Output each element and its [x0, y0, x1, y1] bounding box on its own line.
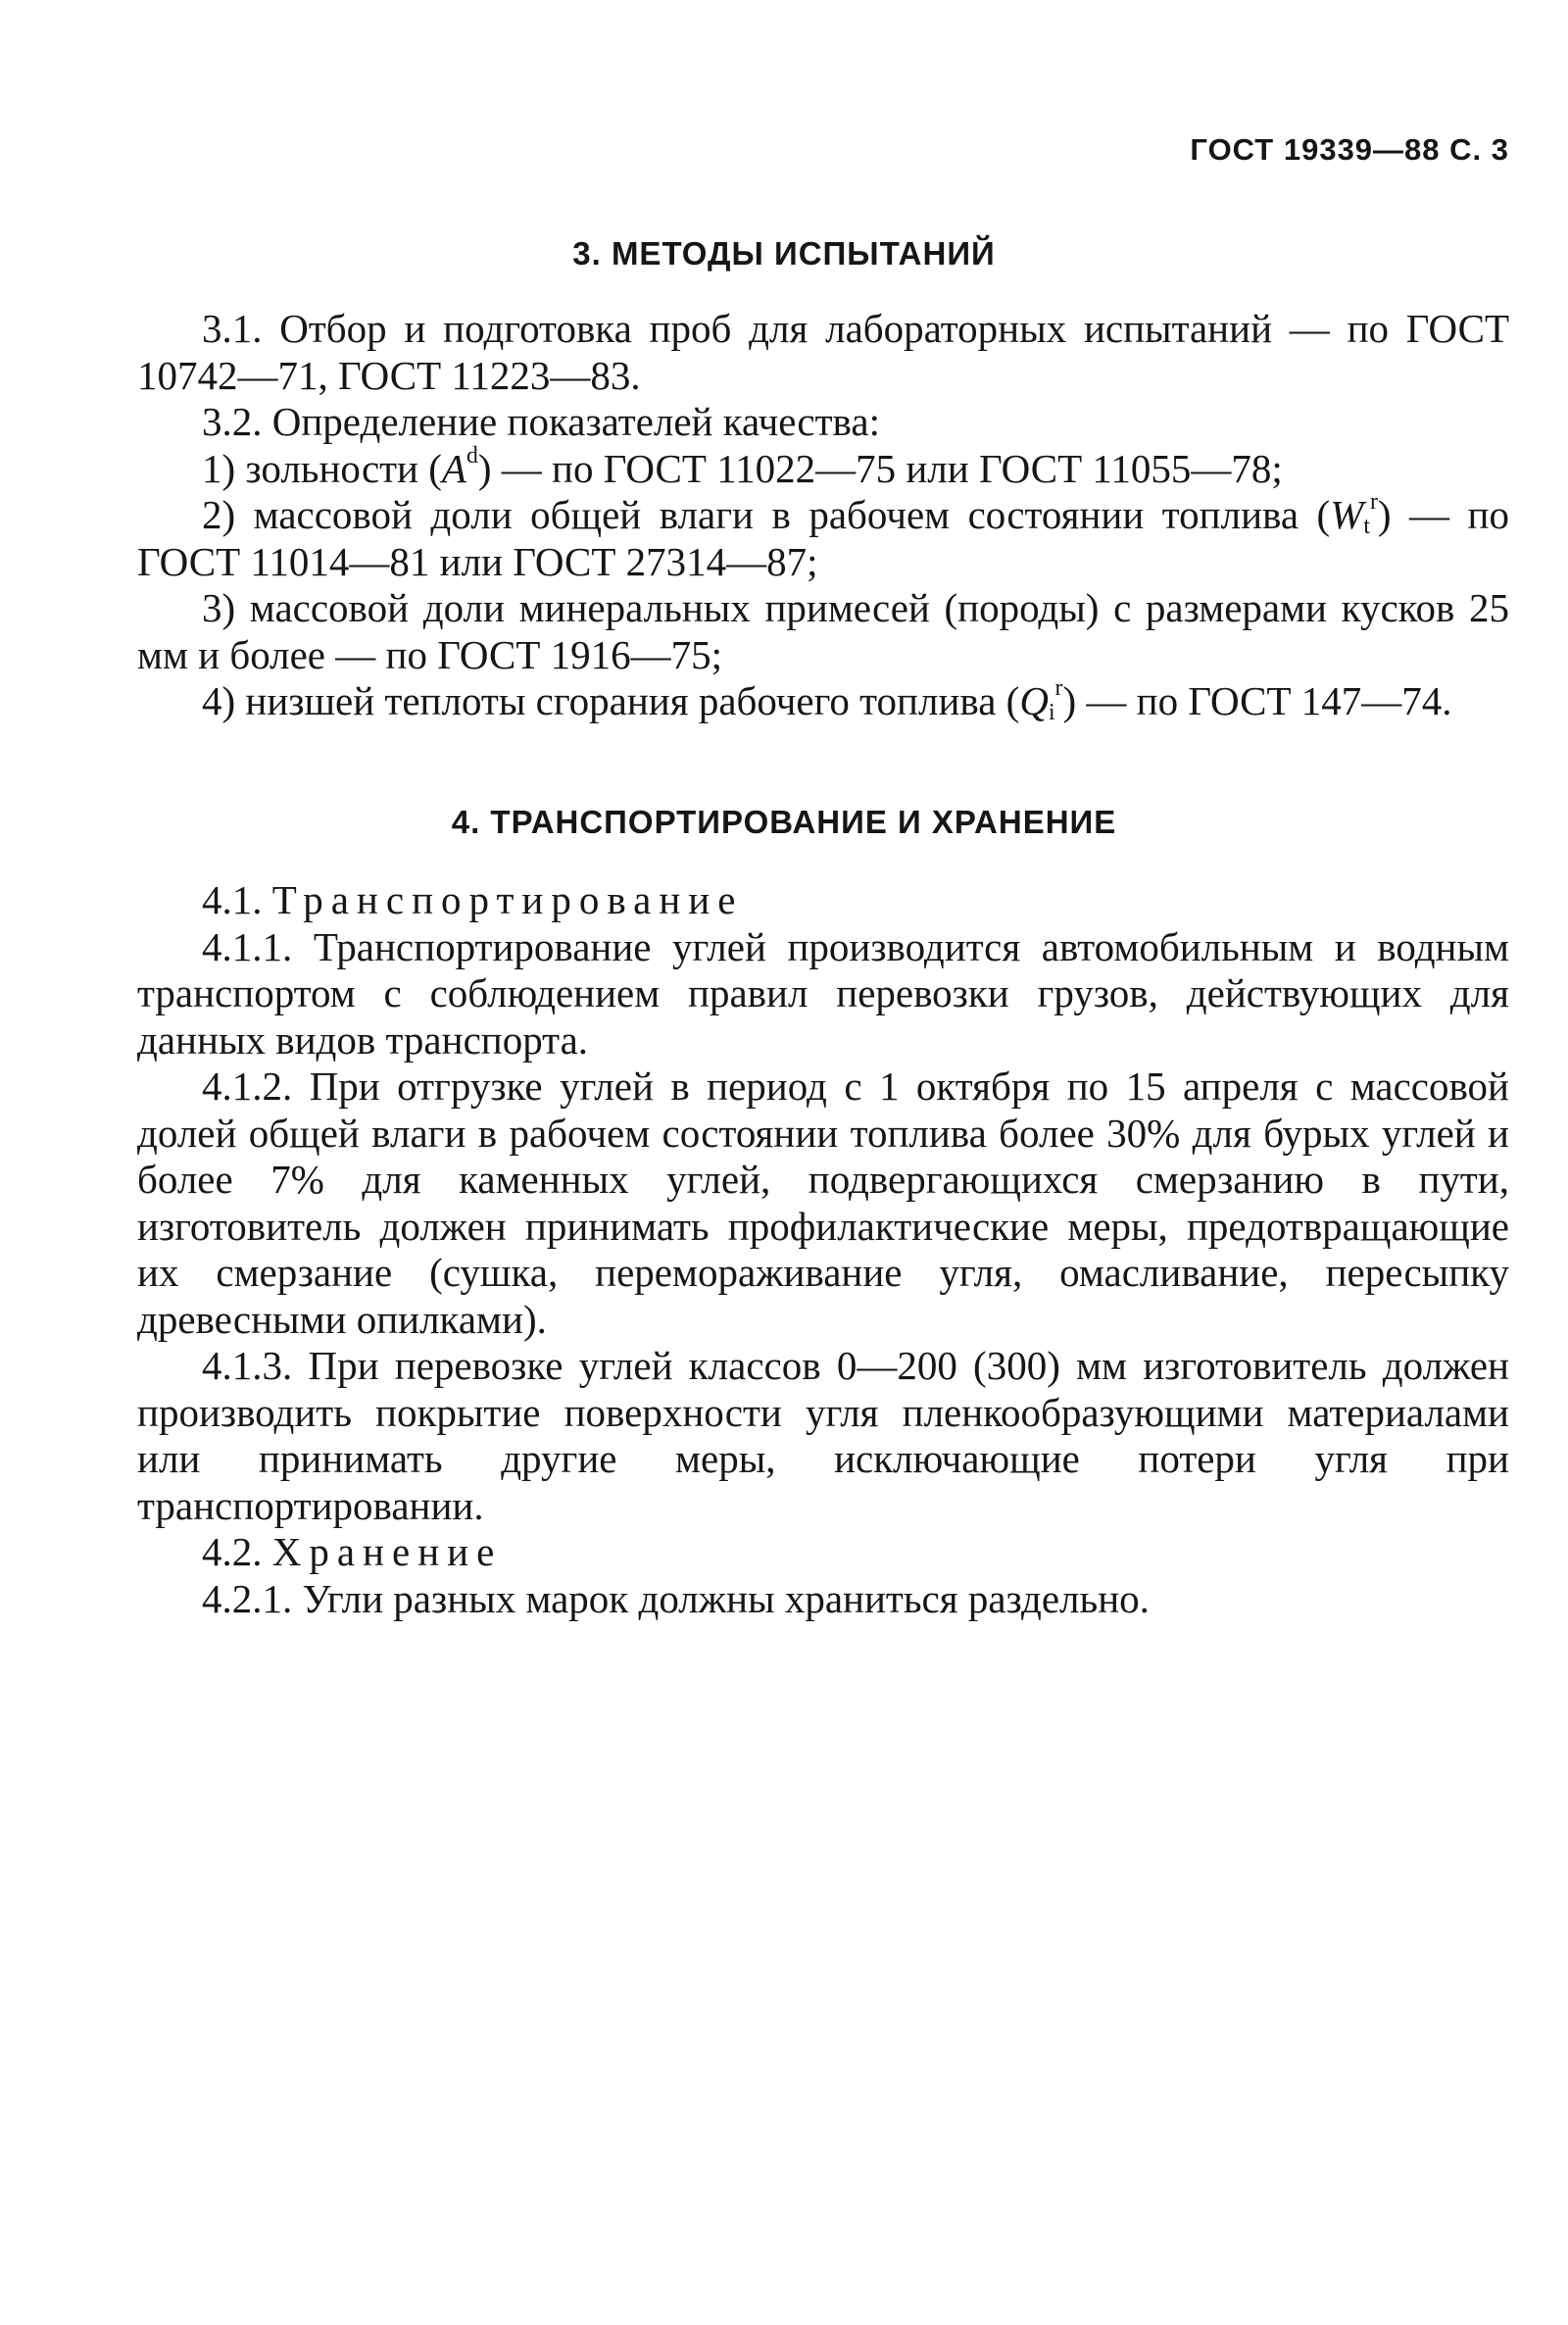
section-4-heading: 4. ТРАНСПОРТИРОВАНИЕ И ХРАНЕНИЕ	[451, 804, 1117, 840]
formula-superscript: r	[1054, 674, 1063, 701]
subsection-number: 4.2.	[202, 1529, 263, 1574]
section-4-body	[137, 877, 1509, 1622]
item-text: 1) зольности (	[202, 445, 442, 491]
subsection-4-2-heading	[137, 1529, 1509, 1576]
paragraph-4-1-1: 4.1.1. Транспортирование углей производится автомобильным и водным транспортом с соблюдением правил перевозки грузов, действующих для данных видов транспорта.	[137, 923, 1509, 1063]
item-text: 2) массовой доли общей влаги в рабочем состоянии топлива (	[202, 492, 1331, 537]
formula-superscript: d	[466, 442, 478, 469]
subsection-title: Хранение	[271, 1529, 503, 1574]
formula-subscript: t	[1363, 513, 1370, 539]
list-item-mineral-impurities: 3) массовой доли минеральных примесей (породы) с размерами кусков 25 мм и более — по ГОСТ 1916—75;	[137, 585, 1509, 677]
formula-subscript: i	[1048, 699, 1055, 725]
formula-symbol: Q	[1019, 678, 1049, 723]
item-text: 4) низшей теплоты сгорания рабочего топлива (	[202, 678, 1020, 723]
list-item-moisture	[137, 488, 1509, 585]
subsection-number: 4.1.	[202, 877, 263, 922]
formula-symbol: W	[1330, 492, 1364, 537]
paragraph-4-1-2: 4.1.2. При отгрузке углей в период с 1 октября по 15 апреля с массовой долей общей влаги в рабочем состоянии топлива более 30% для бурых углей и более 7% для каменных углей, подвергающихся смерзанию в пути, изготовитель должен принимать профилактические меры, предотвращающие их смерзание (сушка, перемораживание угля, омасливание, пересыпку древесными опилками).	[137, 1064, 1509, 1342]
subsection-title: Транспортирование	[271, 877, 744, 922]
item-text: ) — по ГОСТ 11022—75 или ГОСТ 11055—78;	[477, 445, 1283, 491]
formula-symbol: A	[441, 445, 466, 491]
paragraph-3-1: 3.1. Отбор и подготовка проб для лабораторных испытаний — по ГОСТ 10742—71, ГОСТ 11223—83.	[137, 306, 1509, 398]
paragraph-3-2: 3.2. Определение показателей качества:	[202, 399, 880, 444]
paragraph-4-2-1: 4.2.1. Угли разных марок должны храниться раздельно.	[202, 1575, 1150, 1621]
section-3-body	[137, 306, 1509, 725]
subsection-4-1-heading	[137, 877, 1509, 924]
item-text: ) — по ГОСТ 147—74.	[1062, 678, 1452, 723]
formula-superscript: r	[1369, 488, 1378, 515]
list-item-ash	[137, 442, 1509, 493]
section-3-heading: 3. МЕТОДЫ ИСПЫТАНИЙ	[572, 235, 996, 272]
list-item-calorific-value	[137, 674, 1509, 725]
item-text: ) — по ГОСТ 11014—81 или ГОСТ 27314—87;	[137, 492, 1509, 584]
paragraph-4-1-3: 4.1.3. При перевозке углей классов 0—200 (300) мм изготовитель должен производить покрытие поверхности угля пленкообразующими материалами или принимать другие меры, исключающие потери угля при транспортировании.	[137, 1343, 1509, 1528]
running-header: ГОСТ 19339—88 С. 3	[1190, 132, 1509, 167]
